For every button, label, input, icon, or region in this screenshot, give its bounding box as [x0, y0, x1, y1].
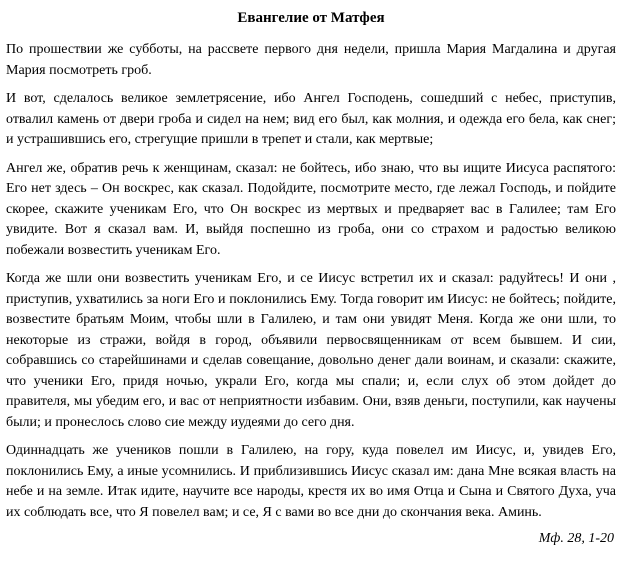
- paragraph-4: Когда же шли они возвестить ученикам Его, и се Иисус встретил их и сказал: радуйтесь! И они , приступив, ухватились за ноги Его и поклонились Ему. Тогда говорит им Иисус: не бойтесь; пойдите, возвестите братьям Моим, чтобы шли в Галилею, и там они увидят Меня. Когда же они шли, то некоторые из стражи, войдя в город, объявили первосвященникам от всем бывшем. И сии, собравшись со старейшинами и сделав совещание, довольно денег дали воинам, и сказали: скажите, что ученики Его, придя ночью, украли Его, когда мы спали; и, если слух об этом дойдет до правителя, мы убедим его, и вас от неприятности избавим. Они, взяв деньги, поступили, как научены были; и пронеслось слово сие между иудеями до сего дня.: [6, 271, 616, 430]
- paragraph-3: Ангел же, обратив речь к женщинам, сказал: не бойтесь, ибо знаю, что вы ищите Иисуса распятого: Его нет здесь – Он воскрес, как сказал. Подойдите, посмотрите место, где лежал Господь, и пойдите скорее, скажите ученикам Его, что Он воскрес из мертвых и предваряет вас в Галилее; там Его увидите. Вот я сказал вам. И, выйдя поспешно из гроба, они со страхом и радостью великою побежали возвестить ученикам Его.: [6, 160, 616, 258]
- paragraph-1: По прошествии же субботы, на рассвете первого дня недели, пришла Мария Магдалина и другая Мария посмотреть гроб.: [6, 42, 616, 78]
- paragraph-5: Одиннадцать же учеников пошли в Галилею, на гору, куда повелел им Иисус, и, увидев Его, поклонились Ему, а иные усомнились. И приблизившись Иисус сказал им: дана Мне всякая власть на небе и на земле. Итак идите, научите все народы, крестя их во имя Отца и Сына и Святого Духа, уча их соблюдать все, что Я повелел вам; и се, Я с вами во все дни до скончания века. Аминь.: [6, 443, 616, 520]
- paragraph-2: И вот, сделалось великое землетрясение, ибо Ангел Господень, сошедший с небес, приступив, отвалил камень от двери гроба и сидел на нем; вид его был, как молния, и одежда его бела, как снег; и устрашившись его, стрегущие пришли в трепет и стали, как мертвые;: [6, 91, 616, 147]
- scripture-citation: Мф. 28, 1-20: [538, 531, 614, 546]
- document-title: Евангелие от Матфея: [237, 10, 385, 26]
